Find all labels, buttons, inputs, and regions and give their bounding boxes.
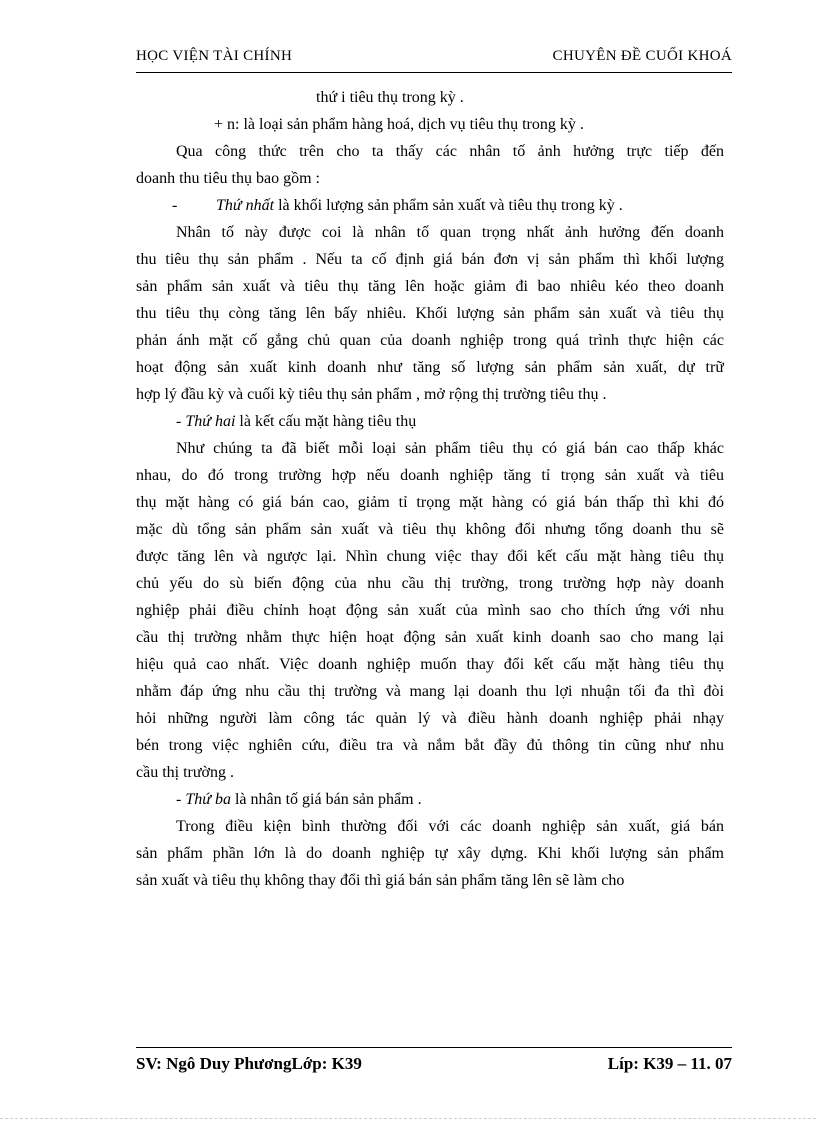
footer-student: SV: Ngô Duy PhươngLớp: K39 bbox=[136, 1054, 362, 1073]
header-divider bbox=[136, 72, 732, 73]
bullet-dash: - bbox=[176, 791, 186, 808]
text-line: cầu thị trường nhằm thực hiện hoạt động sản xuất kinh doanh sao cho mang lại bbox=[136, 629, 724, 646]
text-line: thu tiêu thụ còng tăng lên bấy nhiêu. Khối lượng sản phẩm sản xuất và tiêu thụ bbox=[136, 305, 724, 322]
text-span: là kết cấu mặt hàng tiêu thụ bbox=[235, 413, 417, 430]
emphasis-term: Thứ hai bbox=[185, 413, 236, 430]
text-line: nghiệp phải điều chỉnh hoạt động sản xuất của mình sao cho thích ứng với nhu bbox=[136, 602, 724, 619]
text-line: thứ i tiêu thụ trong kỳ . bbox=[316, 89, 464, 106]
text-line: chủ yếu do sù biến động của nhu cầu thị trường, trong trường hợp này doanh bbox=[136, 575, 724, 592]
text-line: Trong điều kiện bình thường đối với các doanh nghiệp sản xuất, giá bán bbox=[176, 818, 724, 835]
text-line: Như chúng ta đã biết mỗi loại sản phẩm tiêu thụ có giá bán cao thấp khác bbox=[176, 440, 724, 457]
text-line: doanh thu tiêu thụ bao gồm : bbox=[136, 170, 320, 187]
text-line: nhằm đáp ứng nhu cầu thị trường và mang lại doanh thu lợi nhuận tối đa thì đòi bbox=[136, 683, 724, 700]
text-line: nhau, do đó trong trường hợp nếu doanh nghiệp tăng tỉ trọng sản xuất và tiêu bbox=[136, 467, 724, 484]
list-item-third bbox=[136, 786, 724, 813]
text-line: thụ mặt hàng có giá bán cao, giảm tỉ trọng mặt hàng có giá bán thấp thì khi đó bbox=[136, 494, 724, 511]
header-document-type: CHUYÊN ĐỀ CUỐI KHOÁ bbox=[552, 48, 732, 64]
emphasis-term: Thứ ba bbox=[185, 791, 231, 808]
page-boundary bbox=[0, 1118, 816, 1119]
text-line: hỏi những người làm công tác quản lý và điều hành doanh nghiệp phải nhạy bbox=[136, 710, 724, 727]
text-line: Qua công thức trên cho ta thấy các nhân tố ảnh hưởng trực tiếp đến bbox=[176, 143, 724, 160]
text-line: + n: là loại sản phẩm hàng hoá, dịch vụ tiêu thụ trong kỳ . bbox=[214, 116, 584, 133]
footer-class: Líp: K39 – 11. 07 bbox=[607, 1054, 732, 1073]
document-body bbox=[136, 84, 724, 894]
text-line: Nhân tố này được coi là nhân tố quan trọng nhất ảnh hưởng đến doanh bbox=[176, 224, 724, 241]
text-line: được tăng lên và ngược lại. Nhìn chung việc thay đổi kết cấu mặt hàng tiêu thụ bbox=[136, 548, 724, 565]
text-span: là khối lượng sản phẩm sản xuất và tiêu thụ trong kỳ . bbox=[274, 197, 623, 214]
text-span: là nhân tố giá bán sản phẩm . bbox=[230, 791, 422, 808]
text-line: hợp lý đầu kỳ và cuối kỳ tiêu thụ sản phẩm , mở rộng thị trường tiêu thụ . bbox=[136, 386, 607, 403]
text-line: sản phẩm sản xuất và tiêu thụ tăng lên hoặc giảm đi bao nhiêu kéo theo doanh bbox=[136, 278, 724, 295]
text-line: mặc dù tổng sản phẩm sản xuất và tiêu thụ không đổi nhưng tổng doanh thu sẽ bbox=[136, 521, 724, 538]
text-line: hiệu quả cao nhất. Việc doanh nghiệp muốn thay đổi kết cấu mặt hàng tiêu thụ bbox=[136, 656, 724, 673]
text-line: hoạt động sản xuất kinh doanh như tăng số lượng sản phẩm sản xuất, dự trữ bbox=[136, 359, 724, 376]
bullet-dash: - bbox=[176, 413, 186, 430]
text-line: sản phẩm phần lớn là do doanh nghiệp tự xây dựng. Khi khối lượng sản phẩm bbox=[136, 845, 724, 862]
page-header bbox=[136, 48, 732, 70]
text-line: phản ánh mặt cố gắng chủ quan của doanh nghiệp trong quá trình thực hiện các bbox=[136, 332, 724, 349]
text-line: thu tiêu thụ sản phẩm . Nếu ta cố định giá bán đơn vị sản phẩm thì khối lượng bbox=[136, 251, 724, 268]
header-institution: HỌC VIỆN TÀI CHÍNH bbox=[136, 48, 293, 64]
text-line: bén trong việc nghiên cứu, điều tra và nắm bắt đầy đủ thông tin cũng như nhu bbox=[136, 737, 724, 754]
footer-divider bbox=[136, 1047, 732, 1048]
bullet-dash: - bbox=[172, 197, 178, 214]
list-item-second bbox=[136, 408, 724, 435]
emphasis-term: Thứ nhất bbox=[216, 197, 275, 214]
text-line: cầu thị trường . bbox=[136, 764, 234, 781]
list-item-first bbox=[136, 192, 724, 219]
text-line: sản xuất và tiêu thụ không thay đổi thì giá bán sản phẩm tăng lên sẽ làm cho bbox=[136, 872, 625, 889]
